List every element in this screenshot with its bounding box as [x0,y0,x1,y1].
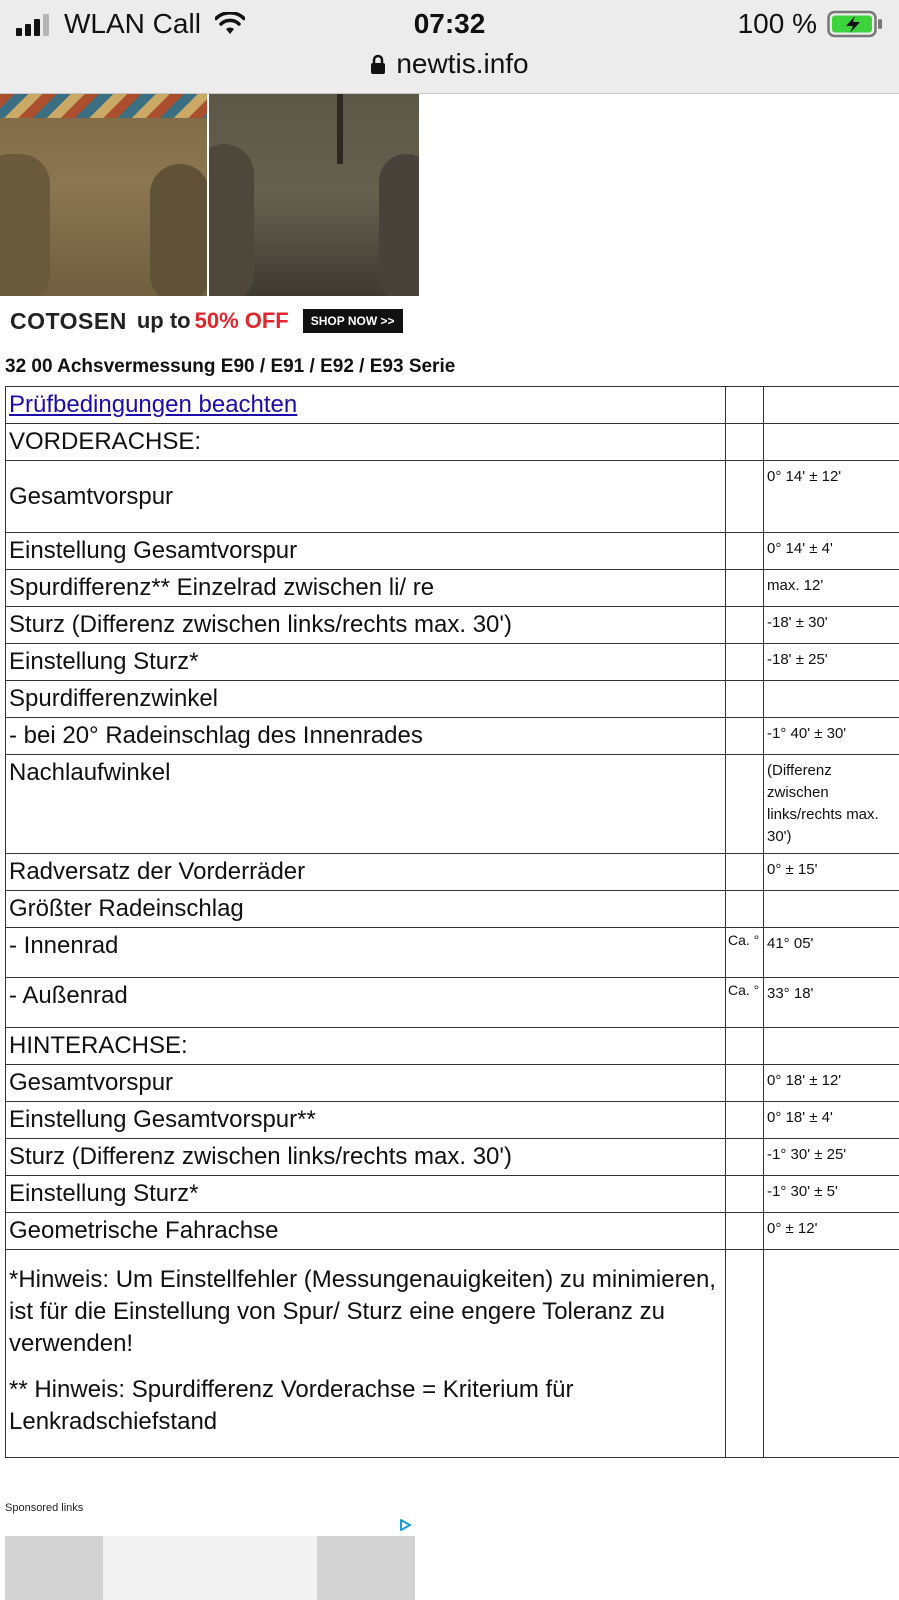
row-value: -1° 30' ± 5' [764,1176,899,1213]
row-value: -1° 40' ± 30' [764,718,899,755]
row-ca [726,607,764,644]
table-row [6,928,899,978]
row-ca [726,718,764,755]
note-tolerance: *Hinweis: Um Einstellfehler (Messungenauigkeiten) zu minimieren, ist für die Einstellung von Spur/ Sturz eine engere Toleranz zu verwenden! [9,1266,716,1357]
row-value: 41° 05' [764,928,899,978]
row-value: -18' ± 25' [764,644,899,681]
row-ca [726,387,764,424]
row-ca [726,570,764,607]
ad-offer: 50% OFF [194,308,289,333]
row-label: Einstellung Sturz* [6,1176,726,1213]
table-row [6,681,899,718]
battery-percent: 100 % [737,8,817,39]
row-value: 0° 18' ± 4' [764,1102,899,1139]
ad-brand: COTOSEN [10,307,127,334]
notes-cell [6,1250,726,1458]
row-ca [726,1102,764,1139]
pruefbedingungen-link[interactable]: Prüfbedingungen beachten [9,391,298,418]
table-row [6,533,899,570]
table-row [6,718,899,755]
row-value: 0° 18' ± 12' [764,1065,899,1102]
table-row [6,1176,899,1213]
ad-shop-now-button[interactable]: SHOP NOW >> [303,309,403,333]
table-row [6,891,899,928]
sponsored-label: Sponsored links [5,1502,84,1514]
row-label [6,387,726,424]
row-label: Geometrische Fahrachse [6,1213,726,1250]
row-ca [726,854,764,891]
row-value: 0° ± 12' [764,1213,899,1250]
row-ca [726,1213,764,1250]
row-ca [726,461,764,533]
row-ca [726,644,764,681]
row-ca [726,1139,764,1176]
address-bar[interactable] [0,48,899,80]
row-value: 0° 14' ± 4' [764,533,899,570]
row-label: Spurdifferenzwinkel [6,681,726,718]
sponsored-ad-left[interactable] [5,1536,103,1600]
ad-product-image-left[interactable] [0,94,207,296]
battery-charging-icon [827,10,883,38]
carrier-label: WLAN Call [64,8,201,39]
table-row [6,607,899,644]
table-row [6,1213,899,1250]
row-value [764,681,899,718]
table-row [6,854,899,891]
status-time: 07:32 [413,8,486,39]
note-steering: ** Hinweis: Spurdifferenz Vorderachse = Kriterium für Lenkradschiefstand [9,1376,574,1435]
table-row [6,461,899,533]
row-value: (Differenz zwischen links/rechts max. 30') [764,755,899,854]
ad-sleeve-shape [150,164,207,296]
row-label: - bei 20° Radeinschlag des Innenrades [6,718,726,755]
row-label: Einstellung Sturz* [6,644,726,681]
table-row [6,1139,899,1176]
row-label: Nachlaufwinkel [6,755,726,854]
row-value: -1° 30' ± 25' [764,1139,899,1176]
row-value [764,1250,899,1458]
row-ca [726,1028,764,1065]
row-label: Gesamtvorspur [6,461,726,533]
table-row [6,387,899,424]
row-label: Sturz (Differenz zwischen links/rechts max. 30') [6,607,726,644]
lock-icon [370,54,386,74]
row-label: - Außenrad [6,978,726,1028]
adchoices-icon[interactable] [398,1518,412,1532]
notes-row [6,1250,899,1458]
table-row [6,1028,899,1065]
row-value [764,891,899,928]
row-value [764,424,899,461]
ad-zip-detail [337,94,343,164]
row-ca [726,891,764,928]
sponsored-ad-right[interactable] [317,1536,415,1600]
row-label: Sturz (Differenz zwischen links/rechts max. 30') [6,1139,726,1176]
row-label: Einstellung Gesamtvorspur [6,533,726,570]
row-value [764,1028,899,1065]
row-ca [726,681,764,718]
row-label: - Innenrad [6,928,726,978]
ad-tagline: up to [136,308,191,333]
table-row [6,1102,899,1139]
row-ca [726,533,764,570]
ad-sleeve-shape [379,154,419,296]
row-value: 33° 18' [764,978,899,1028]
row-label: Radversatz der Vorderräder [6,854,726,891]
url-text: newtis.info [396,48,529,79]
table-row [6,755,899,854]
table-row [6,644,899,681]
ad-sleeve-shape [209,144,254,296]
row-label: Gesamtvorspur [6,1065,726,1102]
row-ca [726,1176,764,1213]
page-title: 32 00 Achsvermessung E90 / E91 / E92 / E93 Serie [5,356,456,377]
table-row [6,1065,899,1102]
row-ca [726,424,764,461]
table-row [6,570,899,607]
ad-footer[interactable] [10,304,403,338]
ad-pattern-band [0,94,207,118]
table-row [6,424,899,461]
row-ca: Ca. ° [726,978,764,1028]
row-value: -18' ± 30' [764,607,899,644]
row-ca [726,1250,764,1458]
row-label: Spurdifferenz** Einzelrad zwischen li/ re [6,570,726,607]
row-ca: Ca. ° [726,928,764,978]
status-right [738,8,883,40]
row-value [764,387,899,424]
row-label: HINTERACHSE: [6,1028,726,1065]
spec-table [5,386,899,1458]
ad-product-image-right[interactable] [209,94,419,296]
row-ca [726,1065,764,1102]
table-row [6,978,899,1028]
ad-sleeve-shape [0,154,50,296]
status-bar [0,0,899,94]
row-value: max. 12' [764,570,899,607]
row-value: 0° ± 15' [764,854,899,891]
row-label: Größter Radeinschlag [6,891,726,928]
row-label: Einstellung Gesamtvorspur** [6,1102,726,1139]
row-ca [726,755,764,854]
sponsored-ad-center[interactable] [103,1536,317,1600]
row-value: 0° 14' ± 12' [764,461,899,533]
row-label: VORDERACHSE: [6,424,726,461]
